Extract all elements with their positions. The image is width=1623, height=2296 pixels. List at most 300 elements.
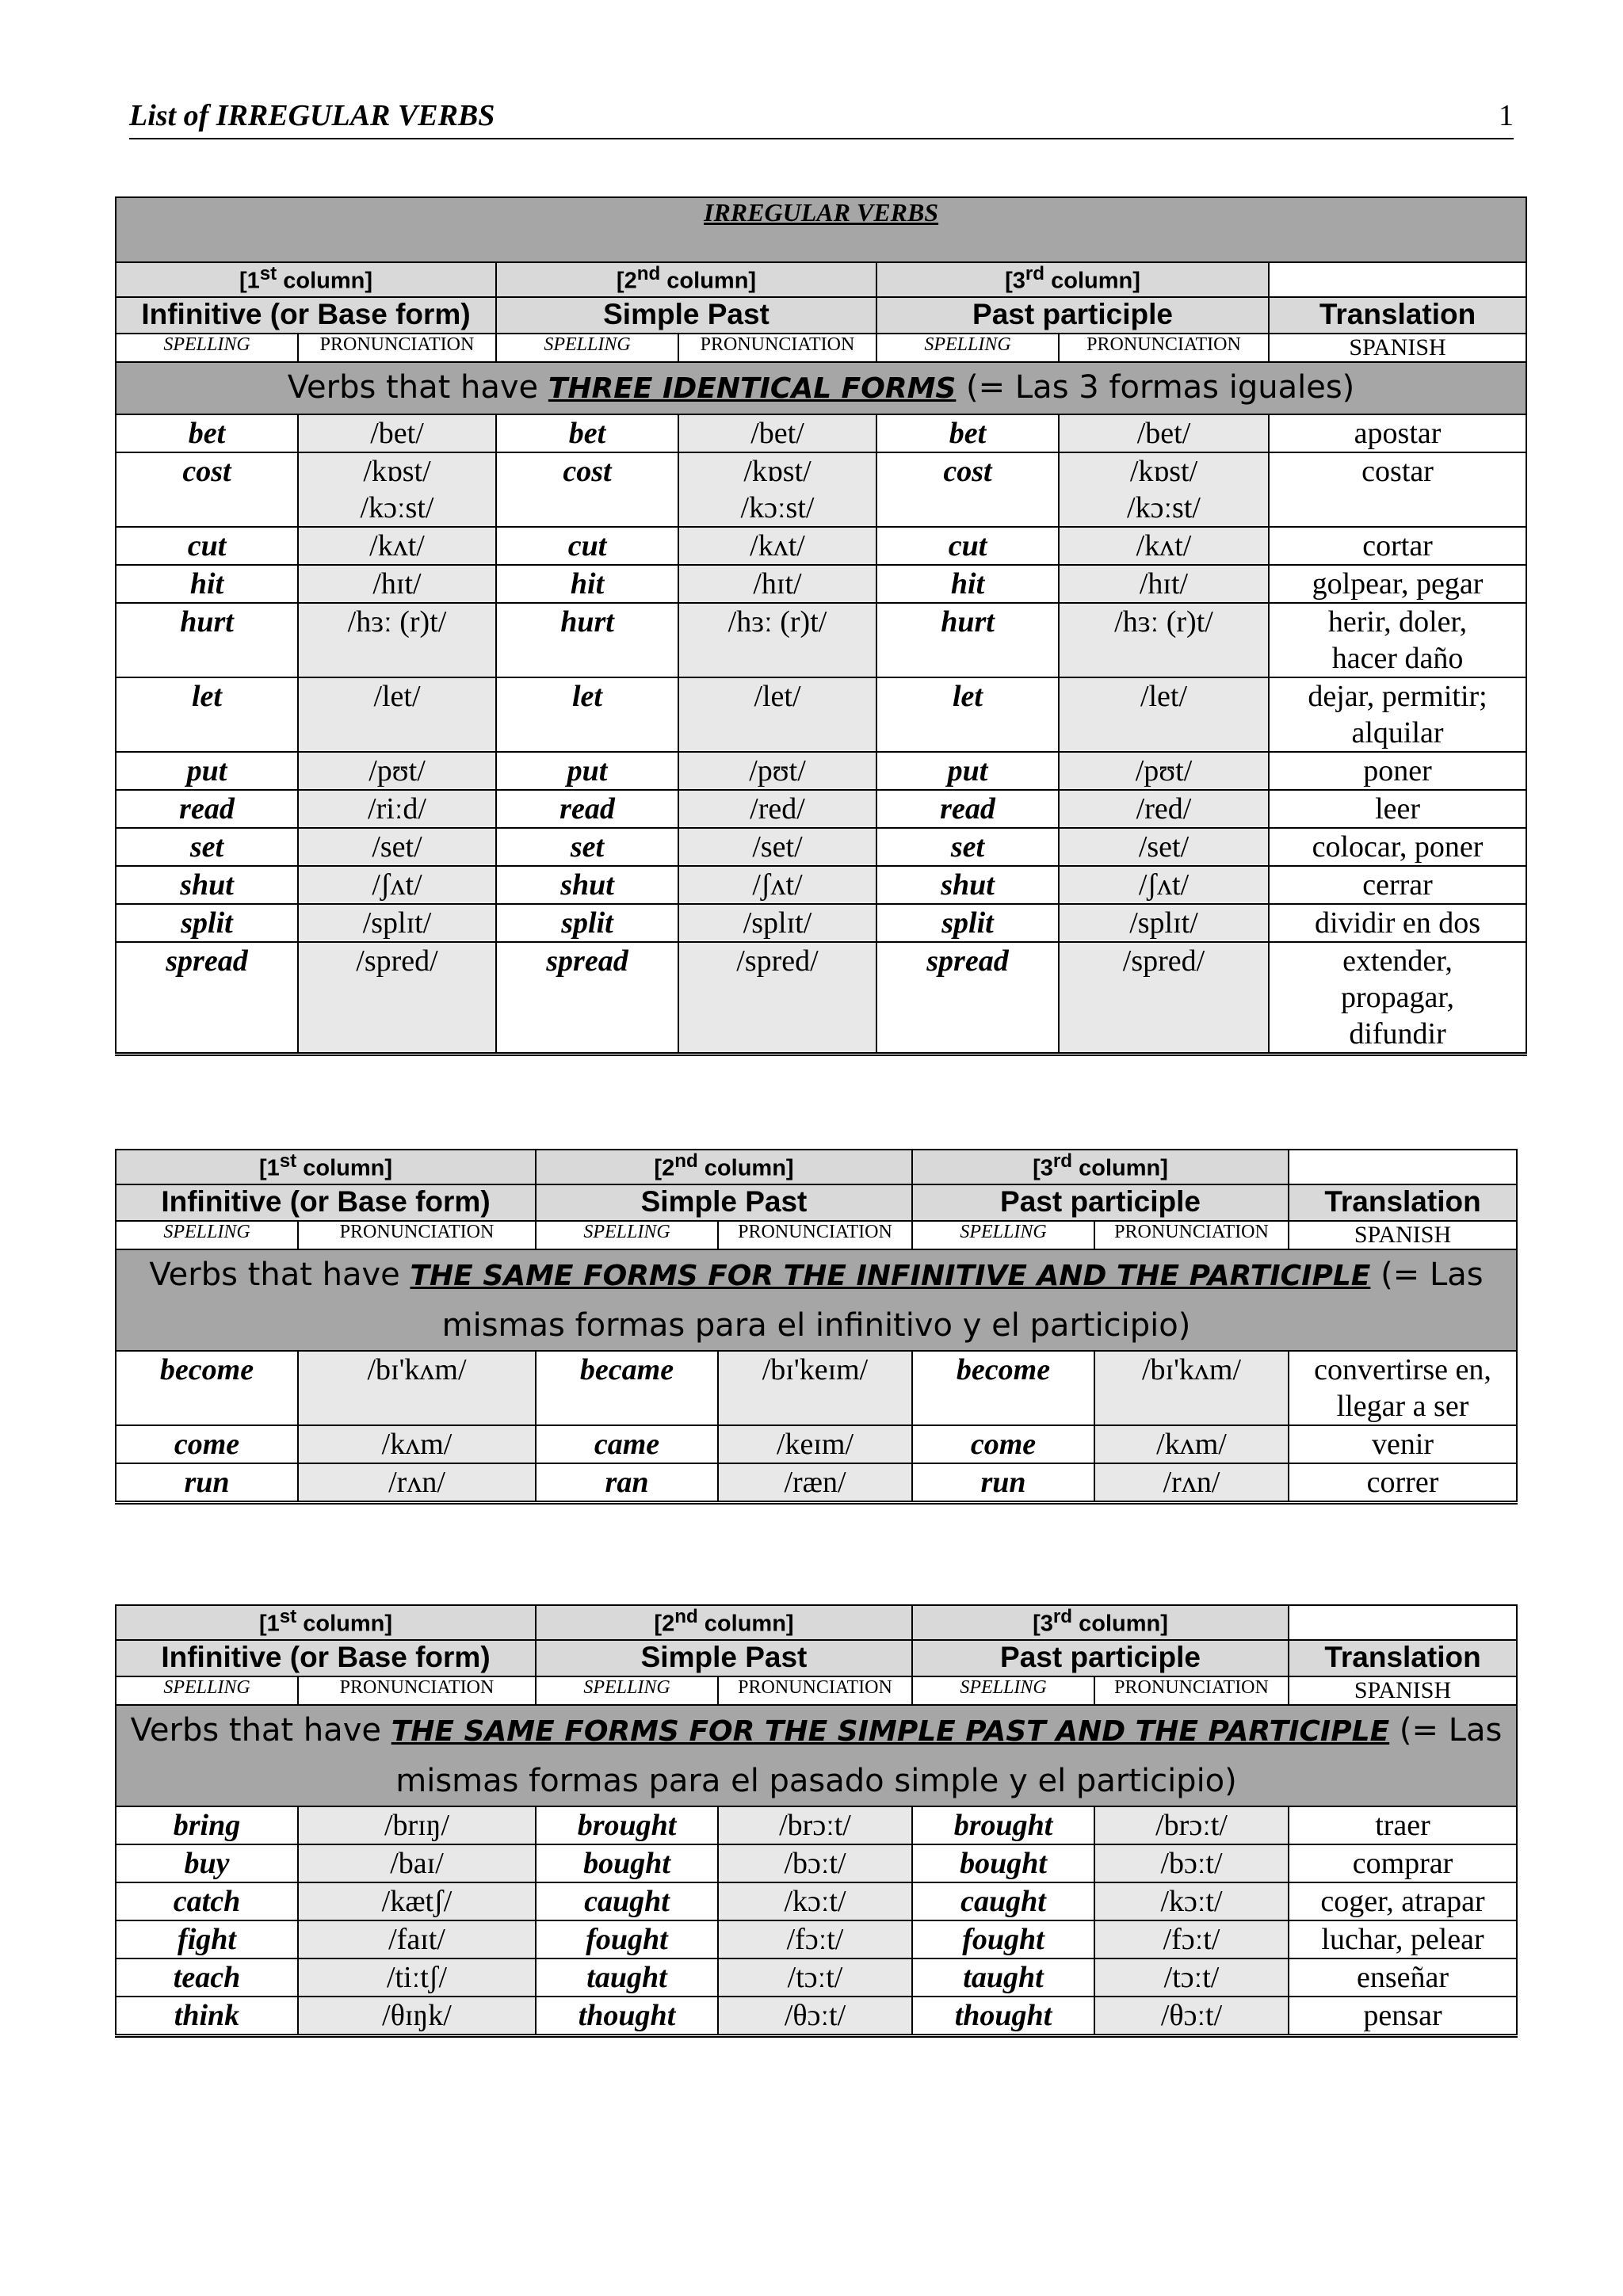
column-name-past-participle: Past participle (876, 297, 1269, 334)
past-participle-pronunciation (1094, 1958, 1289, 1997)
infinitive-pronunciation-text: /kɔːst/ (360, 491, 434, 524)
simple-past-spelling (536, 1997, 718, 2036)
simple-past-spelling (536, 1882, 718, 1920)
spanish-translation-text: colocar, poner (1312, 830, 1484, 864)
sub-header-pronunciation: PRONUNCIATION (298, 334, 496, 362)
spanish-translation (1289, 1844, 1517, 1882)
infinitive-pronunciation-text: /rʌn/ (388, 1466, 445, 1499)
spanish-translation-text: comprar (1352, 1847, 1453, 1880)
past-participle-pronunciation (1059, 790, 1269, 828)
infinitive-pronunciation (298, 452, 496, 527)
past-participle-pronunciation-text: /red/ (1136, 792, 1192, 826)
column-name-past-participle: Past participle (912, 1184, 1289, 1221)
simple-past-pronunciation (718, 1920, 912, 1958)
past-participle-pronunciation (1059, 904, 1269, 942)
past-participle-pronunciation-text: /kɔːt/ (1160, 1885, 1223, 1918)
simple-past-spelling-text: came (594, 1428, 660, 1461)
spanish-translation-text: dividir en dos (1315, 906, 1481, 940)
simple-past-pronunciation-text: /ʃʌt/ (752, 868, 803, 902)
simple-past-spelling-text: hurt (560, 605, 614, 639)
page-header (129, 93, 1514, 139)
column-name-simple-past: Simple Past (496, 297, 876, 334)
past-participle-pronunciation-text: /let/ (1140, 680, 1188, 713)
spanish-translation (1269, 603, 1526, 677)
past-participle-spelling (876, 866, 1059, 904)
past-participle-spelling-text: put (947, 754, 988, 788)
past-participle-pronunciation (1059, 752, 1269, 790)
column-number-blank (1269, 262, 1526, 297)
infinitive-pronunciation-text: /kɒst/ (363, 455, 431, 488)
infinitive-spelling (116, 828, 298, 866)
simple-past-spelling (536, 1958, 718, 1997)
simple-past-spelling-text: caught (584, 1885, 670, 1918)
simple-past-pronunciation-text: /pʊt/ (749, 754, 806, 788)
infinitive-spelling-text: cost (182, 455, 231, 488)
infinitive-spelling-text: buy (184, 1847, 230, 1880)
infinitive-pronunciation-text: /bɪ'kʌm/ (367, 1353, 467, 1386)
infinitive-pronunciation (298, 752, 496, 790)
spanish-translation-text: dejar, permitir; (1308, 680, 1487, 713)
sub-header-spelling: SPELLING (536, 1221, 718, 1249)
infinitive-spelling-text: bring (173, 1809, 241, 1842)
infinitive-pronunciation (298, 1806, 536, 1844)
simple-past-pronunciation (718, 1425, 912, 1463)
past-participle-spelling-text: bought (960, 1847, 1047, 1880)
past-participle-pronunciation-text: /kʌt/ (1136, 529, 1192, 563)
simple-past-pronunciation-text: /kʌt/ (750, 529, 805, 563)
spanish-translation-text: pensar (1363, 1999, 1442, 2032)
infinitive-spelling (116, 565, 298, 603)
column-number-1: [1st column] (116, 262, 496, 297)
simple-past-spelling-text: thought (578, 1999, 676, 2032)
spanish-translation-text: poner (1363, 754, 1432, 788)
simple-past-spelling (496, 414, 678, 452)
verb-row (116, 452, 1526, 527)
sub-header-pronunciation: PRONUNCIATION (678, 334, 876, 362)
simple-past-pronunciation (678, 866, 876, 904)
infinitive-spelling (116, 1351, 298, 1425)
simple-past-pronunciation (718, 1351, 912, 1425)
infinitive-spelling (116, 1844, 298, 1882)
simple-past-spelling-text: put (567, 754, 608, 788)
simple-past-spelling (536, 1425, 718, 1463)
simple-past-pronunciation-text: /brɔːt/ (779, 1809, 851, 1842)
past-participle-spelling (912, 1958, 1094, 1997)
verb-row (116, 527, 1526, 565)
verb-row (116, 942, 1526, 1055)
past-participle-pronunciation (1059, 565, 1269, 603)
past-participle-pronunciation-text: /kɒst/ (1129, 455, 1198, 488)
spanish-translation (1269, 565, 1526, 603)
spanish-translation (1269, 677, 1526, 752)
infinitive-pronunciation-text: /set/ (372, 830, 422, 864)
page-number: 1 (1499, 99, 1514, 132)
verb-row (116, 752, 1526, 790)
past-participle-pronunciation (1059, 414, 1269, 452)
column-name-translation: Translation (1289, 1184, 1517, 1221)
past-participle-pronunciation-text: /spred/ (1122, 944, 1205, 978)
simple-past-pronunciation-text: /splɪt/ (743, 906, 812, 940)
past-participle-spelling (876, 603, 1059, 677)
spanish-translation (1289, 1882, 1517, 1920)
spanish-translation (1269, 828, 1526, 866)
past-participle-spelling-text: bet (949, 417, 987, 450)
spanish-translation (1269, 752, 1526, 790)
simple-past-pronunciation-text: /kɔːt/ (784, 1885, 846, 1918)
infinitive-spelling-text: set (189, 830, 224, 864)
infinitive-pronunciation (298, 1920, 536, 1958)
verb-rows (116, 1806, 1517, 2036)
verb-row (116, 1425, 1517, 1463)
simple-past-pronunciation (678, 452, 876, 527)
sub-header-pronunciation: PRONUNCIATION (718, 1676, 912, 1705)
infinitive-pronunciation-text: /spred/ (356, 944, 438, 978)
infinitive-pronunciation (298, 866, 496, 904)
sub-header-pronunciation: PRONUNCIATION (298, 1221, 536, 1249)
simple-past-pronunciation-text: /bɔːt/ (784, 1847, 846, 1880)
simple-past-pronunciation-text: /bet/ (750, 417, 804, 450)
spanish-translation-text: apostar (1354, 417, 1442, 450)
simple-past-pronunciation-text: /tɔːt/ (787, 1961, 843, 1994)
simple-past-spelling-text: shut (560, 868, 614, 902)
sub-header-pronunciation: PRONUNCIATION (718, 1221, 912, 1249)
simple-past-spelling (496, 527, 678, 565)
past-participle-spelling-text: thought (954, 1999, 1052, 2032)
infinitive-pronunciation-text: /ʃʌt/ (372, 868, 422, 902)
simple-past-pronunciation (718, 1997, 912, 2036)
infinitive-spelling (116, 1997, 298, 2036)
simple-past-pronunciation (678, 565, 876, 603)
simple-past-spelling (496, 904, 678, 942)
simple-past-pronunciation-text: /θɔːt/ (784, 1999, 846, 2032)
infinitive-pronunciation (298, 565, 496, 603)
spanish-translation (1269, 414, 1526, 452)
simple-past-pronunciation-text: /keɪm/ (776, 1428, 854, 1461)
spanish-translation-text: extender, (1342, 944, 1453, 978)
spanish-translation (1289, 1920, 1517, 1958)
infinitive-pronunciation (298, 603, 496, 677)
past-participle-pronunciation (1094, 1425, 1289, 1463)
simple-past-pronunciation-text: /fɔːt/ (786, 1923, 844, 1956)
spanish-translation-text: llegar a ser (1336, 1390, 1469, 1423)
verb-rows (116, 414, 1526, 1055)
column-number-blank (1289, 1605, 1517, 1640)
infinitive-spelling (116, 790, 298, 828)
spanish-translation-text: leer (1375, 792, 1421, 826)
spanish-translation-text: enseñar (1356, 1961, 1449, 1994)
verb-row (116, 1463, 1517, 1503)
infinitive-pronunciation-text: /kætʃ/ (381, 1885, 453, 1918)
simple-past-spelling (536, 1806, 718, 1844)
verb-row (116, 1920, 1517, 1958)
sub-header-spelling: SPELLING (116, 1676, 298, 1705)
simple-past-spelling-text: let (572, 680, 602, 713)
spanish-translation-text: herir, doler, (1327, 605, 1468, 639)
past-participle-spelling (912, 1997, 1094, 2036)
infinitive-pronunciation (298, 527, 496, 565)
simple-past-pronunciation-text: /bɪ'keɪm/ (762, 1353, 869, 1386)
simple-past-spelling (496, 752, 678, 790)
simple-past-pronunciation-text: /set/ (752, 830, 803, 864)
past-participle-spelling-text: become (956, 1353, 1051, 1386)
sub-header-pronunciation: PRONUNCIATION (1094, 1221, 1289, 1249)
infinitive-spelling-text: catch (173, 1885, 241, 1918)
infinitive-spelling-text: put (186, 754, 227, 788)
past-participle-pronunciation (1059, 866, 1269, 904)
simple-past-pronunciation-text: /hɜː (r)t/ (727, 605, 827, 639)
infinitive-spelling (116, 1425, 298, 1463)
past-participle-spelling-text: cut (948, 529, 987, 563)
past-participle-spelling-text: set (950, 830, 985, 864)
past-participle-pronunciation (1094, 1463, 1289, 1503)
simple-past-pronunciation (678, 828, 876, 866)
spanish-translation (1269, 790, 1526, 828)
infinitive-pronunciation-text: /tiːtʃ/ (387, 1961, 447, 1994)
past-participle-pronunciation (1059, 603, 1269, 677)
past-participle-pronunciation-text: /bɪ'kʌm/ (1141, 1353, 1242, 1386)
infinitive-pronunciation (298, 1882, 536, 1920)
infinitive-spelling-text: hit (189, 567, 224, 601)
past-participle-spelling (912, 1425, 1094, 1463)
past-participle-spelling (912, 1806, 1094, 1844)
sub-header-pronunciation: PRONUNCIATION (298, 1676, 536, 1705)
simple-past-spelling-text: split (561, 906, 613, 940)
simple-past-pronunciation-text: /kɒst/ (743, 455, 812, 488)
past-participle-spelling (912, 1463, 1094, 1503)
infinitive-pronunciation (298, 942, 496, 1055)
past-participle-pronunciation (1059, 452, 1269, 527)
verb-row (116, 1806, 1517, 1844)
infinitive-pronunciation (298, 1958, 536, 1997)
infinitive-spelling-text: split (181, 906, 233, 940)
spanish-translation (1269, 904, 1526, 942)
simple-past-spelling-text: read (559, 792, 615, 826)
spanish-translation-text: convertirse en, (1314, 1353, 1491, 1386)
infinitive-spelling-text: run (184, 1466, 230, 1499)
simple-past-pronunciation (678, 603, 876, 677)
past-participle-spelling (876, 527, 1059, 565)
simple-past-spelling (496, 790, 678, 828)
past-participle-pronunciation (1094, 1806, 1289, 1844)
simple-past-pronunciation-text: /hɪt/ (753, 567, 802, 601)
simple-past-spelling (536, 1463, 718, 1503)
infinitive-pronunciation (298, 1844, 536, 1882)
spanish-translation-text: difundir (1349, 1017, 1446, 1051)
column-number-3: [3rd column] (876, 262, 1269, 297)
infinitive-spelling (116, 1806, 298, 1844)
spanish-translation-text: cortar (1362, 529, 1433, 563)
simple-past-spelling (496, 565, 678, 603)
column-name-translation: Translation (1289, 1640, 1517, 1676)
infinitive-spelling-text: read (179, 792, 235, 826)
past-participle-spelling (876, 828, 1059, 866)
simple-past-spelling (496, 677, 678, 752)
simple-past-pronunciation (718, 1463, 912, 1503)
spanish-translation (1289, 1806, 1517, 1844)
simple-past-spelling-text: became (579, 1353, 674, 1386)
past-participle-pronunciation (1059, 828, 1269, 866)
group-heading: Verbs that have THE SAME FORMS FOR THE INFINITIVE AND THE PARTICIPLE (= Las mismas formas para el infinitivo y el participio) (116, 1249, 1517, 1351)
simple-past-spelling-text: ran (605, 1466, 649, 1499)
verbs-table-past-participle (115, 1604, 1518, 2038)
past-participle-spelling (876, 752, 1059, 790)
past-participle-pronunciation-text: /kʌm/ (1156, 1428, 1227, 1461)
column-number-1: [1st column] (116, 1150, 536, 1184)
simple-past-pronunciation-text: /spred/ (736, 944, 819, 978)
sub-header-spanish: SPANISH (1269, 334, 1526, 362)
infinitive-pronunciation (298, 828, 496, 866)
simple-past-spelling-text: fought (586, 1923, 668, 1956)
past-participle-pronunciation-text: /bɔːt/ (1160, 1847, 1223, 1880)
simple-past-pronunciation (678, 414, 876, 452)
past-participle-spelling-text: cost (943, 455, 992, 488)
past-participle-spelling (876, 565, 1059, 603)
past-participle-pronunciation-text: /hɪt/ (1139, 567, 1189, 601)
spanish-translation-text: cerrar (1362, 868, 1433, 902)
past-participle-spelling-text: split (941, 906, 994, 940)
verb-row (116, 1997, 1517, 2036)
infinitive-spelling (116, 942, 298, 1055)
past-participle-pronunciation-text: /splɪt/ (1129, 906, 1198, 940)
spanish-translation-text: propagar, (1341, 981, 1455, 1014)
verb-row (116, 1958, 1517, 1997)
simple-past-spelling-text: hit (570, 567, 605, 601)
past-participle-spelling-text: hit (950, 567, 985, 601)
spanish-translation (1289, 1958, 1517, 1997)
simple-past-spelling-text: cut (567, 529, 607, 563)
simple-past-pronunciation-text: /red/ (750, 792, 805, 826)
simple-past-pronunciation (718, 1806, 912, 1844)
infinitive-spelling (116, 603, 298, 677)
sub-header-spelling: SPELLING (496, 334, 678, 362)
verb-row (116, 1351, 1517, 1425)
past-participle-pronunciation-text: /pʊt/ (1135, 754, 1193, 788)
past-participle-pronunciation (1059, 677, 1269, 752)
infinitive-pronunciation-text: /kʌt/ (369, 529, 425, 563)
infinitive-spelling (116, 677, 298, 752)
column-number-3: [3rd column] (912, 1605, 1289, 1640)
infinitive-pronunciation-text: /splɪt/ (362, 906, 432, 940)
spanish-translation-text: venir (1371, 1428, 1434, 1461)
simple-past-pronunciation (678, 677, 876, 752)
simple-past-pronunciation (678, 527, 876, 565)
infinitive-pronunciation (298, 414, 496, 452)
simple-past-spelling-text: set (570, 830, 605, 864)
column-number-blank (1289, 1150, 1517, 1184)
past-participle-spelling-text: taught (963, 1961, 1044, 1994)
infinitive-spelling (116, 1463, 298, 1503)
infinitive-pronunciation-text: /riːd/ (368, 792, 426, 826)
past-participle-pronunciation (1059, 527, 1269, 565)
simple-past-pronunciation (718, 1882, 912, 1920)
spanish-translation-text: traer (1375, 1809, 1430, 1842)
infinitive-spelling (116, 1882, 298, 1920)
infinitive-pronunciation (298, 1351, 536, 1425)
past-participle-pronunciation (1059, 942, 1269, 1055)
spanish-translation (1289, 1997, 1517, 2036)
past-participle-pronunciation-text: /kɔːst/ (1127, 491, 1201, 524)
simple-past-spelling (496, 452, 678, 527)
spanish-translation (1269, 942, 1526, 1055)
spanish-translation-text: hacer daño (1331, 642, 1464, 675)
verbs-table-identical-forms (115, 196, 1527, 1056)
past-participle-pronunciation (1094, 1844, 1289, 1882)
document-title: List of IRREGULAR VERBS (129, 99, 495, 132)
past-participle-spelling-text: fought (962, 1923, 1044, 1956)
simple-past-spelling (536, 1920, 718, 1958)
simple-past-spelling-text: spread (546, 944, 628, 978)
infinitive-spelling-text: cut (187, 529, 227, 563)
simple-past-pronunciation-text: /ræn/ (784, 1466, 846, 1499)
spanish-translation (1289, 1351, 1517, 1425)
past-participle-pronunciation-text: /bet/ (1136, 417, 1191, 450)
verbs-table-infinitive-participle (115, 1149, 1518, 1505)
infinitive-spelling (116, 1958, 298, 1997)
simple-past-spelling-text: cost (563, 455, 612, 488)
column-name-infinitive: Infinitive (or Base form) (116, 1184, 536, 1221)
sub-header-spelling: SPELLING (116, 334, 298, 362)
infinitive-pronunciation-text: /bet/ (370, 417, 424, 450)
infinitive-pronunciation (298, 1425, 536, 1463)
infinitive-spelling-text: hurt (180, 605, 234, 639)
past-participle-spelling (876, 904, 1059, 942)
past-participle-spelling (876, 414, 1059, 452)
verb-row (116, 790, 1526, 828)
past-participle-spelling (912, 1351, 1094, 1425)
infinitive-spelling-text: let (192, 680, 222, 713)
infinitive-spelling (116, 904, 298, 942)
past-participle-pronunciation-text: /hɜː (r)t/ (1114, 605, 1213, 639)
simple-past-spelling (536, 1351, 718, 1425)
past-participle-spelling-text: caught (960, 1885, 1046, 1918)
infinitive-spelling-text: teach (173, 1961, 241, 1994)
infinitive-pronunciation-text: /pʊt/ (369, 754, 426, 788)
verb-row (116, 603, 1526, 677)
infinitive-spelling (116, 414, 298, 452)
infinitive-pronunciation-text: /kʌm/ (381, 1428, 453, 1461)
simple-past-spelling (496, 866, 678, 904)
past-participle-spelling-text: read (940, 792, 995, 826)
past-participle-spelling (876, 790, 1059, 828)
verb-rows (116, 1351, 1517, 1503)
sub-header-spelling: SPELLING (876, 334, 1059, 362)
past-participle-spelling-text: come (970, 1428, 1037, 1461)
infinitive-pronunciation (298, 904, 496, 942)
verb-row (116, 565, 1526, 603)
past-participle-spelling (912, 1920, 1094, 1958)
past-participle-spelling-text: let (953, 680, 983, 713)
infinitive-spelling-text: fight (178, 1923, 236, 1956)
past-participle-pronunciation-text: /set/ (1138, 830, 1190, 864)
group-heading: Verbs that have THE SAME FORMS FOR THE SIMPLE PAST AND THE PARTICIPLE (= Las mismas formas para el pasado simple y el participio) (116, 1705, 1517, 1806)
infinitive-pronunciation (298, 677, 496, 752)
infinitive-spelling (116, 527, 298, 565)
infinitive-pronunciation-text: /let/ (373, 680, 421, 713)
past-participle-spelling (876, 942, 1059, 1055)
simple-past-spelling (496, 942, 678, 1055)
spanish-translation (1289, 1463, 1517, 1503)
infinitive-pronunciation-text: /brɪŋ/ (384, 1809, 450, 1842)
infinitive-spelling (116, 752, 298, 790)
past-participle-spelling (912, 1844, 1094, 1882)
verb-row (116, 828, 1526, 866)
infinitive-pronunciation-text: /θɪŋk/ (382, 1999, 452, 2032)
spanish-translation (1269, 866, 1526, 904)
simple-past-pronunciation-text: /kɔːst/ (740, 491, 815, 524)
spanish-translation-text: costar (1361, 455, 1434, 488)
column-number-2: [2nd column] (496, 262, 876, 297)
verb-row (116, 904, 1526, 942)
